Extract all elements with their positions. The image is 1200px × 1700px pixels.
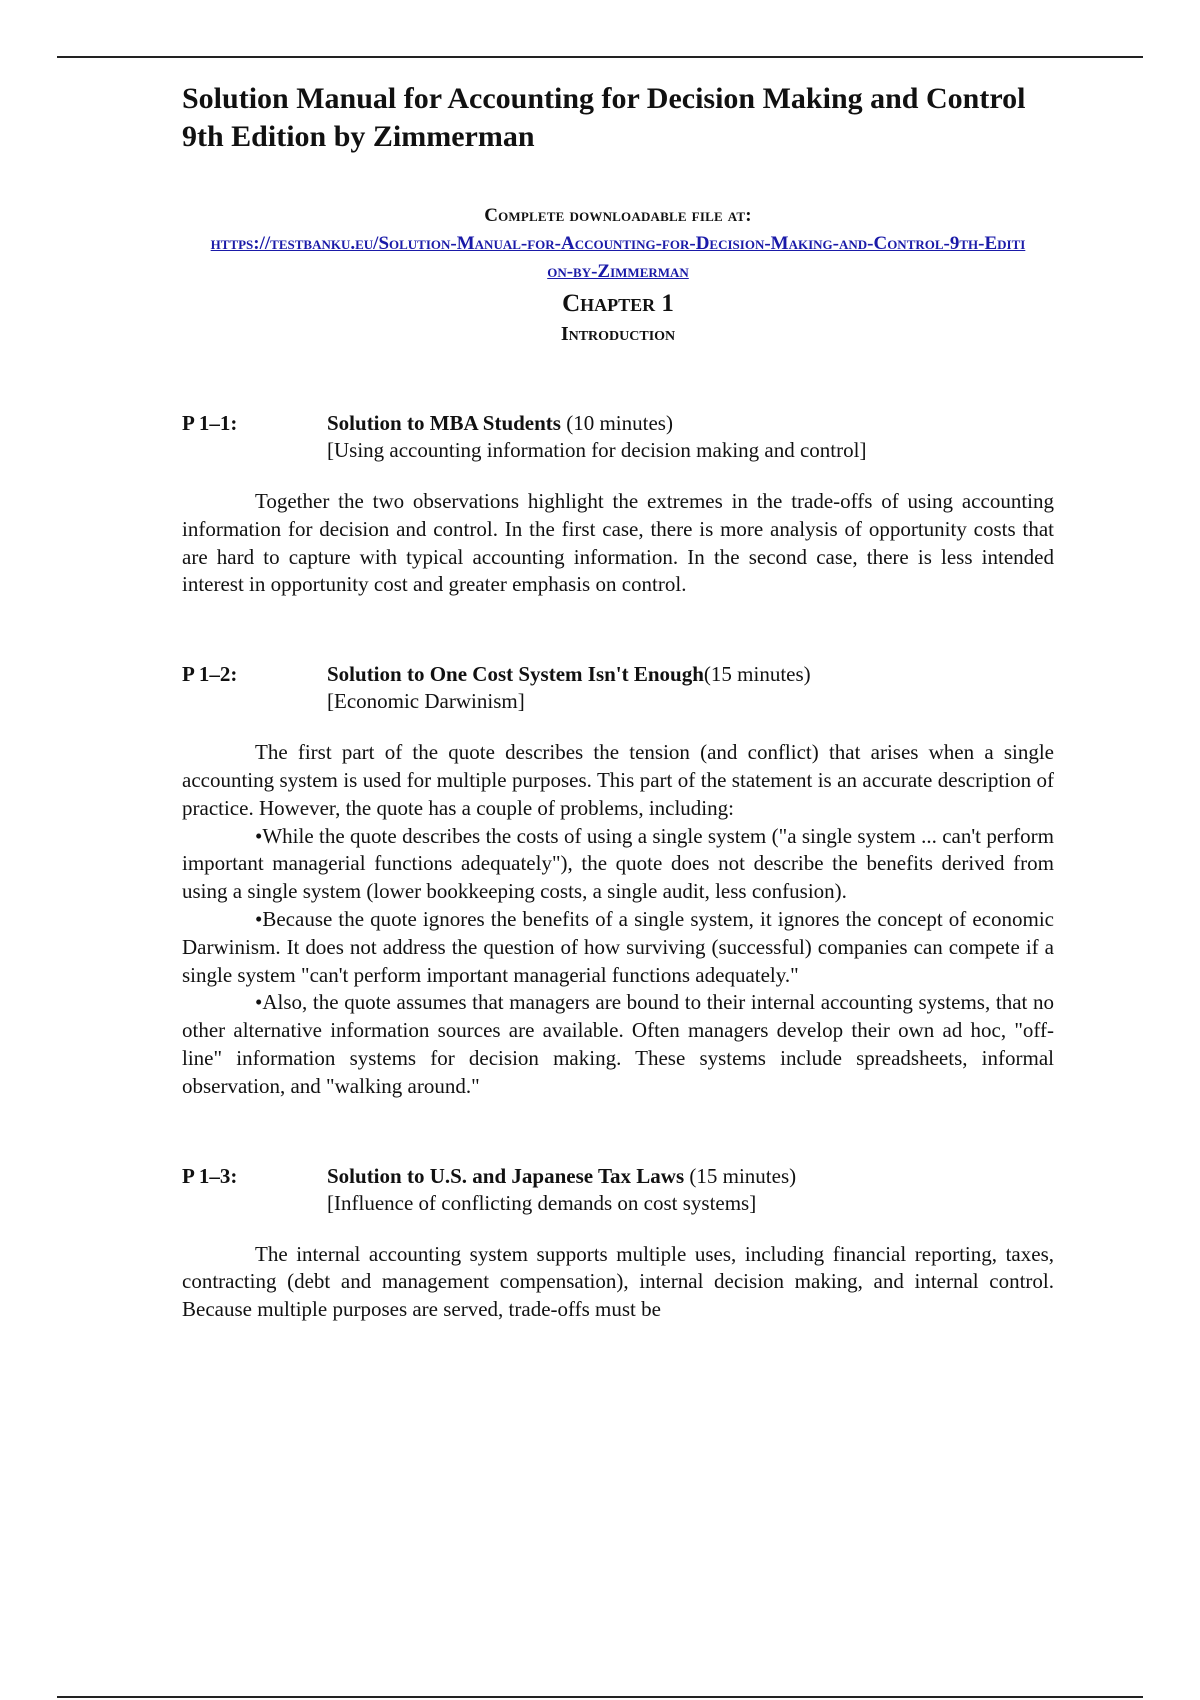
problem-topic: [Economic Darwinism] bbox=[327, 689, 525, 714]
problem-body bbox=[182, 1241, 1054, 1324]
problem-time: (10 minutes) bbox=[560, 411, 673, 435]
problem-body bbox=[182, 739, 1054, 1100]
problem-header bbox=[182, 661, 1054, 715]
problem-header bbox=[182, 1163, 1054, 1217]
problem-title: Solution to MBA Students bbox=[327, 411, 561, 435]
problem-topic: [Using accounting information for decision making and control] bbox=[327, 438, 867, 462]
document-title: Solution Manual for Accounting for Decision Making and Control 9th Edition by Zimmerman bbox=[182, 82, 1026, 153]
paragraph: The first part of the quote describes the tension (and conflict) that arises when a single accounting system is used for multiple purposes. This part of the statement is an accurate description of practice. However, the quote has a couple of problems, including: bbox=[182, 740, 1054, 820]
problem-topic: [Influence of conflicting demands on cost systems] bbox=[327, 1190, 757, 1215]
top-rule bbox=[57, 56, 1143, 58]
chapter-subtitle: Introduction bbox=[560, 323, 676, 345]
problem-time: (15 minutes) bbox=[703, 662, 811, 687]
problem-p1-2 bbox=[182, 661, 1054, 1100]
download-block bbox=[182, 202, 1054, 348]
problem-heading bbox=[327, 1163, 1054, 1217]
document-body bbox=[182, 80, 1054, 1324]
problem-title: Solution to One Cost System Isn't Enough bbox=[327, 662, 704, 687]
bullet-paragraph: •Because the quote ignores the benefits of a single system, it ignores the concept of economic Darwinism. It does not address the question of how surviving (successful) companies can compete if a single system "can't perform important managerial functions adequately." bbox=[182, 906, 1054, 987]
problem-body bbox=[182, 488, 1054, 599]
bullet-paragraph: •Also, the quote assumes that managers are bound to their internal accounting systems, that no other alternative information sources are available. Often managers develop their own ad hoc, "off-line" information systems for decision making. These systems include spreadsheets, informal observation, and "walking around." bbox=[182, 990, 1054, 1098]
problem-number: P 1–3: bbox=[182, 1163, 238, 1188]
download-link[interactable]: https://testbanku.eu/Solution-Manual-for-Accounting-for-Decision-Making-and-Control-9th-Edition-by-Zimmerman bbox=[210, 233, 1026, 282]
problem-heading bbox=[327, 661, 1054, 715]
paragraph: Together the two observations highlight the extremes in the trade-offs of using accounting information for decision and control. In the first case, there is more analysis of opportunity costs that are hard to capture with typical accounting information. In the second case, there is less intended interest in opportunity cost and greater emphasis on control. bbox=[182, 489, 1054, 597]
problem-number: P 1–1: bbox=[182, 411, 238, 435]
bullet-paragraph: •While the quote describes the costs of using a single system ("a single system ... can't perform important managerial functions adequately"), the quote does not describe the benefits derived from using a single system (lower bookkeeping costs, a single audit, less confusion). bbox=[182, 823, 1054, 904]
problem-p1-1 bbox=[182, 410, 1054, 599]
problem-number: P 1–2: bbox=[182, 662, 238, 687]
problem-heading bbox=[327, 410, 1054, 464]
paragraph: The internal accounting system supports multiple uses, including financial reporting, taxes, contracting (debt and management compensation), internal decision making, and internal control. Because multiple purposes are served, trade-offs must be bbox=[182, 1241, 1054, 1322]
bottom-rule bbox=[57, 1696, 1143, 1698]
problem-title: Solution to U.S. and Japanese Tax Laws bbox=[327, 1163, 685, 1188]
chapter-title: Chapter 1 bbox=[562, 290, 674, 317]
problem-time: (15 minutes) bbox=[684, 1163, 797, 1188]
download-label: Complete downloadable file at: bbox=[484, 205, 752, 226]
problem-header bbox=[182, 410, 1054, 464]
problem-p1-3 bbox=[182, 1163, 1054, 1324]
